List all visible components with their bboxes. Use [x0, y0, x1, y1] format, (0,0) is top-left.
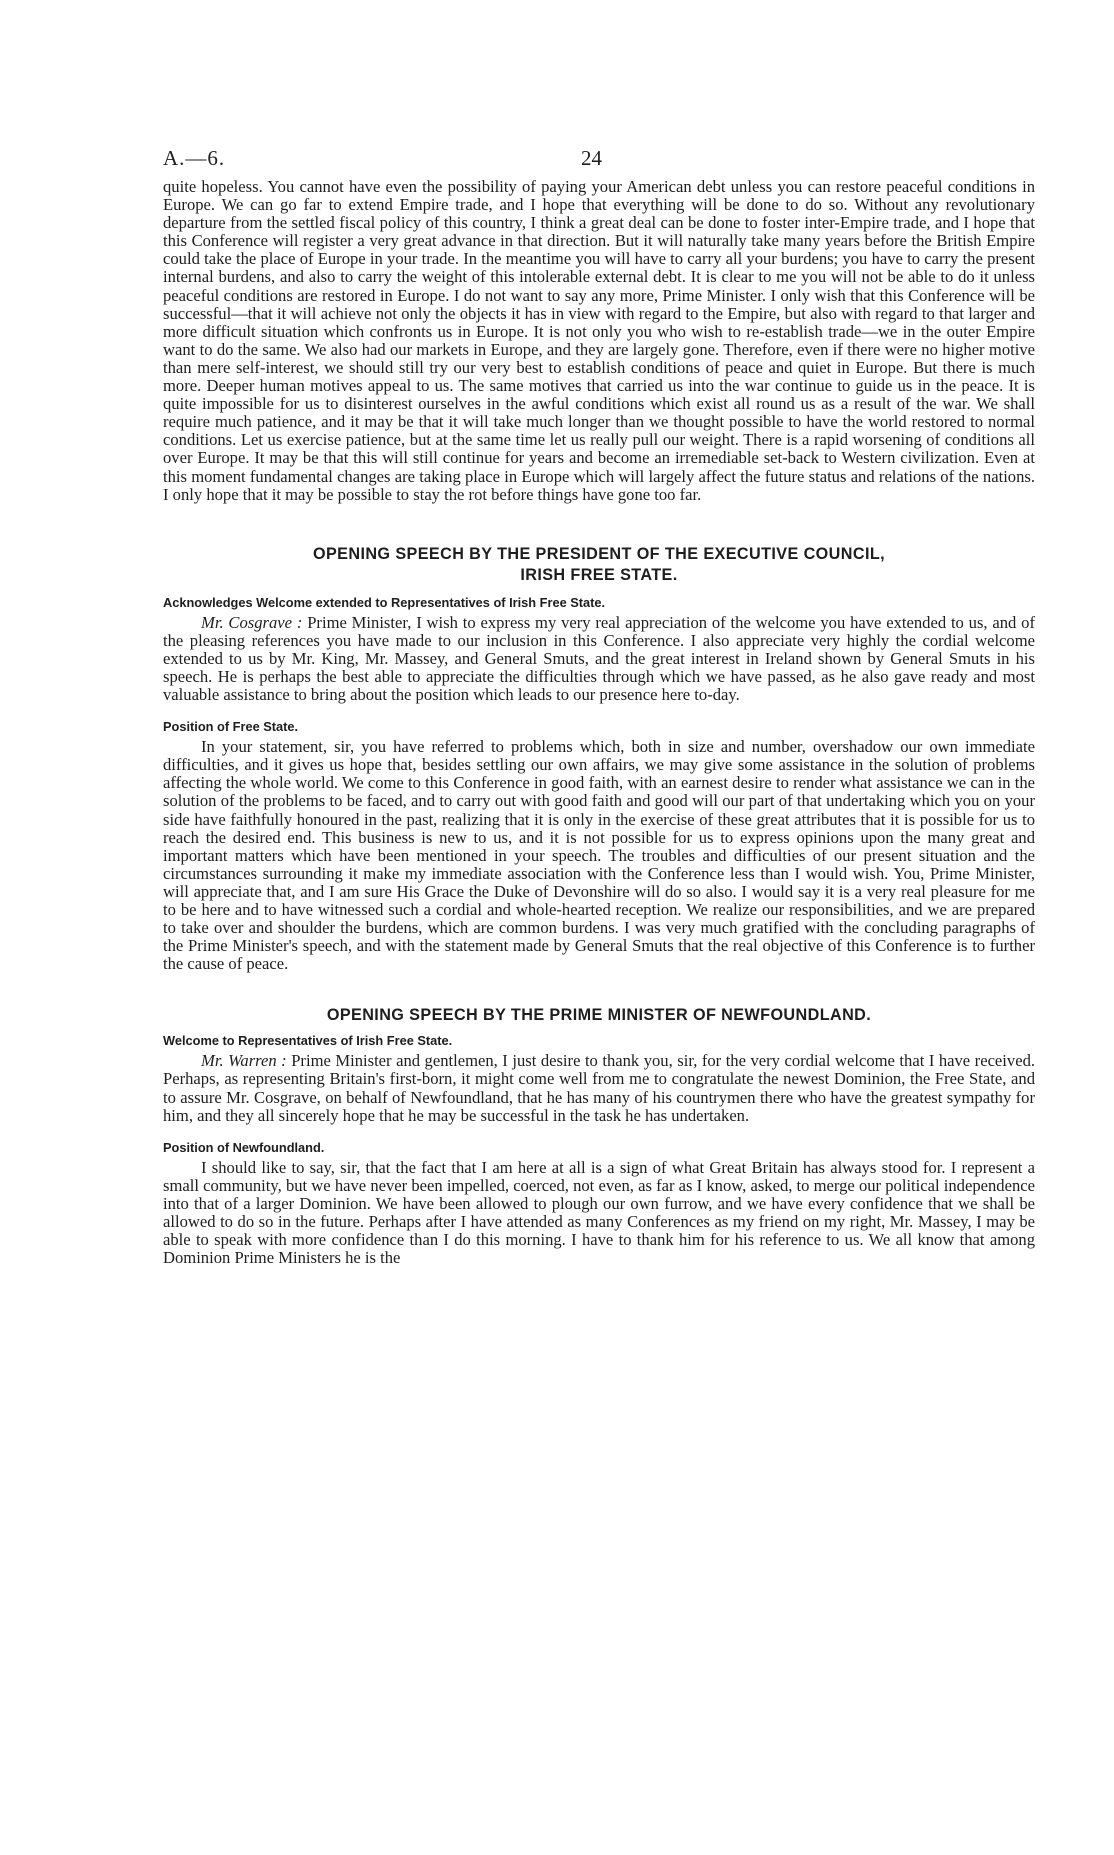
- irish-heading-line2: IRISH FREE STATE.: [520, 565, 678, 584]
- document-page: [163, 140, 1035, 1267]
- newfoundland-subheading-welcome: Welcome to Representatives of Irish Free State.: [163, 1033, 453, 1049]
- speaker-warren: Mr. Warren :: [201, 1051, 287, 1071]
- irish-heading-line1: OPENING SPEECH BY THE PRESIDENT OF THE EXECUTIVE COUNCIL,: [312, 544, 886, 563]
- document-reference: A.—6.: [163, 146, 226, 170]
- irish-section-heading: [163, 544, 1035, 586]
- intro-paragraph: quite hopeless. You cannot have even the possibility of paying your American debt unless you can restore peaceful conditions in Europe. We can go far to extend Empire trade, and I hope that everything will be done to do so. Without any revolutionary departure from the settled fiscal policy of this country, I think a great deal can be done to foster inter-Empire trade, and I hope that this Conference will register a very great advance in that direction. But it will naturally take many years before the British Empire could take the place of Europe in your trade. In the meantime you will have to carry all your burdens; you have to carry the present internal burdens, and also to carry the weight of this intolerable external debt. It is clear to me you will not be able to do it unless peaceful conditions are restored in Europe. I do not want to say any more, Prime Minister. I only wish that this Conference will be successful—that it will achieve not only the objects it has in view with regard to the Empire, but also with regard to that larger and more difficult situation which confronts us in Europe. It is not only you who wish to re-establish trade—we in the outer Empire want to do the same. We also had our markets in Europe, and they are largely gone. Therefore, even if there were no higher motive than mere self-interest, we should still try our very best to establish conditions of peace and quiet in Europe. But there is much more. Deeper human motives appeal to us. The same motives that carried us into the war continue to guide us in the peace. It is quite impossible for us to disinterest ourselves in the awful conditions which exist all round us as a result of the war. We shall require much patience, and it may be that it will take much longer than we thought possible to have the world restored to normal conditions. Let us exercise patience, but at the same time let us really pull our weight. There is a rapid worsening of conditions all over Europe. It may be that this will still continue for years and become an irremediable set-back to Western civilization. Even at this moment fundamental changes are taking place in Europe which will largely affect the future status and relations of the nations. I only hope that it may be possible to stay the rot before things have gone too far.: [163, 177, 1035, 504]
- warren-paragraph-1: [163, 1052, 1035, 1124]
- cosgrave-text-1: Prime Minister, I wish to express my very real appreciation of the welcome you have extended to us, and of the pleasing references you have made to our inclusion in this Conference. I also appreciate very highly the cordial welcome extended to us by Mr. King, Mr. Massey, and General Smuts, and the great interest in Ireland shown by General Smuts in his speech. He is perhaps the best able to appreciate the difficulties through which we have passed, as he also gave ready and most valuable assistance to bring about the position which leads to our presence here to-day.: [163, 612, 1036, 705]
- irish-subheading-position: Position of Free State.: [163, 719, 299, 735]
- cosgrave-paragraph-1: [163, 614, 1035, 704]
- speaker-cosgrave: Mr. Cosgrave :: [201, 612, 303, 632]
- newfoundland-subheading-position: Position of Newfoundland.: [163, 1139, 325, 1155]
- page-number: 24: [581, 146, 602, 170]
- page-header: [163, 140, 1035, 178]
- warren-paragraph-2: I should like to say, sir, that the fact that I am here at all is a sign of what Great Britain has always stood for. I represent a small community, but we have never been impelled, coerced, not even, as far as I know, asked, to merge our political independence into that of a larger Dominion. We have been allowed to plough our own furrow, and we have every confidence that we shall be allowed to do so in the future. Perhaps after I have attended as many Conferences as my friend on my right, Mr. Massey, I may be able to speak with more confidence than I do this morning. I have to thank him for his reference to us. We all know that among Dominion Prime Ministers he is the: [163, 1157, 1035, 1268]
- irish-subheading-welcome: Acknowledges Welcome extended to Representatives of Irish Free State.: [163, 594, 606, 610]
- newfoundland-section-heading: OPENING SPEECH BY THE PRIME MINISTER OF NEWFOUNDLAND.: [326, 1006, 872, 1025]
- cosgrave-paragraph-2: In your statement, sir, you have referred to problems which, both in size and number, overshadow our own immediate difficulties, and it gives us hope that, besides settling our own affairs, we may give some assistance in the solution of problems affecting the whole world. We come to this Conference in good faith, with an earnest desire to render what assistance we can in the solution of the problems to be faced, and to carry out with good faith and good will our part of that undertaking which you on your side have faithfully honoured in the past, realizing that it is only in the exercise of these great attributes that it is possible for us to reach the desired end. This business is new to us, and it is not possible for us to express opinions upon the many great and important matters which have been mentioned in your speech. The troubles and difficulties of our present situation and the circumstances surrounding it make my immediate association with the Conference less than I would wish. You, Prime Minister, will appreciate that, and I am sure His Grace the Duke of Devonshire will do so also. I would say it is a very real pleasure for me to be here and to have witnessed such a cordial and whole-hearted reception. We realize our responsibilities, and we are prepared to take over and shoulder the burdens, which are common burdens. I was very much gratified with the concluding paragraphs of the Prime Minister's speech, and with the statement made by General Smuts that the real objective of this Conference is to further the cause of peace.: [163, 737, 1035, 974]
- warren-text-1: Prime Minister and gentlemen, I just desire to thank you, sir, for the very cordial welcome that I have received. Perhaps, as representing Britain's first-born, it might come well from me to congratulate the newest Dominion, the Free State, and to assure Mr. Cosgrave, on behalf of Newfoundland, that he has many of his countrymen there who have the greatest sympathy for him, and they all sincerely hope that he may be successful in the task he has undertaken.: [163, 1051, 1036, 1125]
